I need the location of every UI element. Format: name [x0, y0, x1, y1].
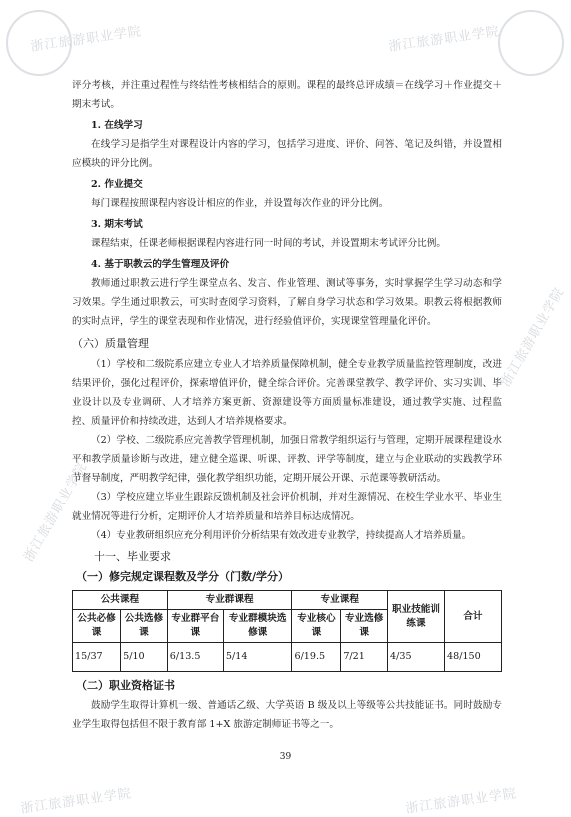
watermark: 浙江旅游职业学院 — [498, 284, 568, 390]
watermark: 浙江旅游职业学院 — [19, 786, 133, 817]
table-row — [73, 591, 502, 610]
document-body — [72, 76, 502, 734]
table-header-cell: 公共必修课 — [73, 610, 121, 643]
intro-paragraph: 评分考核，并注重过程性与终结性考核相结合的原则。课程的最终总评成绩＝在线学习＋作业提交＋期末考试。 — [72, 80, 502, 110]
table-group-header: 职业技能训练课 — [388, 591, 445, 643]
page-number: 39 — [279, 752, 292, 762]
table-group-header: 专业课程 — [292, 591, 388, 610]
subsection-certificate-title: （二）职业资格证书 — [76, 679, 175, 692]
paragraph-certificate: 鼓励学生取得计算机一级、普通话乙级、大学英语 B 级及以上等级等公共技能证书。同时鼓励专业学生取得包括但不限于教育部 1+X 旅游定制师证书等之一。 — [72, 700, 502, 730]
watermark: 浙江旅游职业学院 — [29, 24, 143, 55]
quality-item-2: （2）学校、二级院系应完善教学管理机制，加强日常教学组织运行与管理，定期开展课程建设水平和教学质量诊断与改进，建立健全巡课、听课、评教、评学等制度，建立与企业联动的实践教学环节督导制度，严明教学纪律，强化教学组织功能，定期开展公开课、示范课等教研活动。 — [72, 435, 502, 484]
table-group-header: 公共课程 — [73, 591, 168, 610]
quality-item-3: （3）学校应建立毕业生跟踪反馈机制及社会评价机制，并对生源情况、在校生学业水平、毕业生就业情况等进行分析，定期评价人才培养质量和培养目标达成情况。 — [72, 492, 502, 522]
subsection-credits-title: （一）修完规定课程数及学分（门数/学分） — [76, 570, 290, 583]
table-header-cell: 专业群平台课 — [167, 610, 223, 643]
quality-item-1: （1）学校和二级院系应建立专业人才培养质量保障机制，健全专业教学质量监控管理制度，改进结果评价，强化过程评价，探索增值评价，健全综合评价。完善课堂教学、教学评价、实习实训、毕业设计以及专业调研、人才培养方案更新、资源建设等方面质量标准建设，通过教学实施、过程监控、质量评价和持续改进，达到人才培养规格要求。 — [72, 359, 502, 427]
table-cell: 5/10 — [121, 643, 168, 672]
paragraph-homework: 每门课程按照课程内容设计相应的作业，并设置每次作业的评分比例。 — [91, 198, 389, 209]
section-quality-title: （六）质量管理 — [72, 337, 149, 350]
table-header-cell: 专业选修课 — [341, 610, 388, 643]
table-row — [73, 643, 502, 672]
watermark: 浙江旅游职业学院 — [404, 786, 518, 817]
quality-item-4: （4）专业教研组织应充分利用评价分析结果有效改进专业教学，持续提高人才培养质量。 — [91, 530, 472, 541]
paragraph-final-exam: 课程结束，任课老师根据课程内容进行同一时间的考试，并设置期末考试评分比例。 — [91, 238, 446, 249]
credits-table — [72, 590, 502, 672]
heading-final-exam: 3. 期末考试 — [91, 219, 143, 230]
watermark: 浙江旅游职业学院 — [21, 459, 91, 565]
heading-zhijiaoyun: 4. 基于职教云的学生管理及评价 — [91, 259, 230, 270]
heading-online-learning: 1. 在线学习 — [91, 120, 143, 131]
table-group-header: 专业群课程 — [167, 591, 292, 610]
table-cell: 15/37 — [73, 643, 121, 672]
table-cell: 6/13.5 — [167, 643, 223, 672]
paragraph-online-learning: 在线学习是指学生对课程设计内容的学习，包括学习进度、评价、问答、笔记及纠错，并设置相应模块的评分比例。 — [72, 139, 502, 169]
paragraph-zhijiaoyun: 教师通过职教云进行学生课堂点名、发言、作业管理、测试等事务，实时掌握学生学习动态和学习效果。学生通过职教云，可实时查阅学习资料，了解自身学习状态和学习效果。职教云将根据教师的实时点评，学生的课堂表现和作业情况，进行经验值评价，实现课堂管理量化评价。 — [72, 278, 502, 327]
watermark: 浙江旅游职业学院 — [387, 24, 501, 55]
table-cell: 4/35 — [388, 643, 445, 672]
table-cell: 7/21 — [341, 643, 388, 672]
section-graduation-title: 十一、毕业要求 — [94, 550, 171, 563]
table-header-cell: 公共选修课 — [121, 610, 168, 643]
table-cell: 48/150 — [445, 643, 502, 672]
watermark-seal — [498, 10, 564, 76]
table-header-cell: 专业群模块选修课 — [223, 610, 292, 643]
table-cell: 6/19.5 — [292, 643, 341, 672]
heading-homework: 2. 作业提交 — [91, 179, 143, 190]
table-group-header: 合计 — [445, 591, 502, 643]
table-header-cell: 专业核心课 — [292, 610, 341, 643]
table-cell: 5/14 — [223, 643, 292, 672]
